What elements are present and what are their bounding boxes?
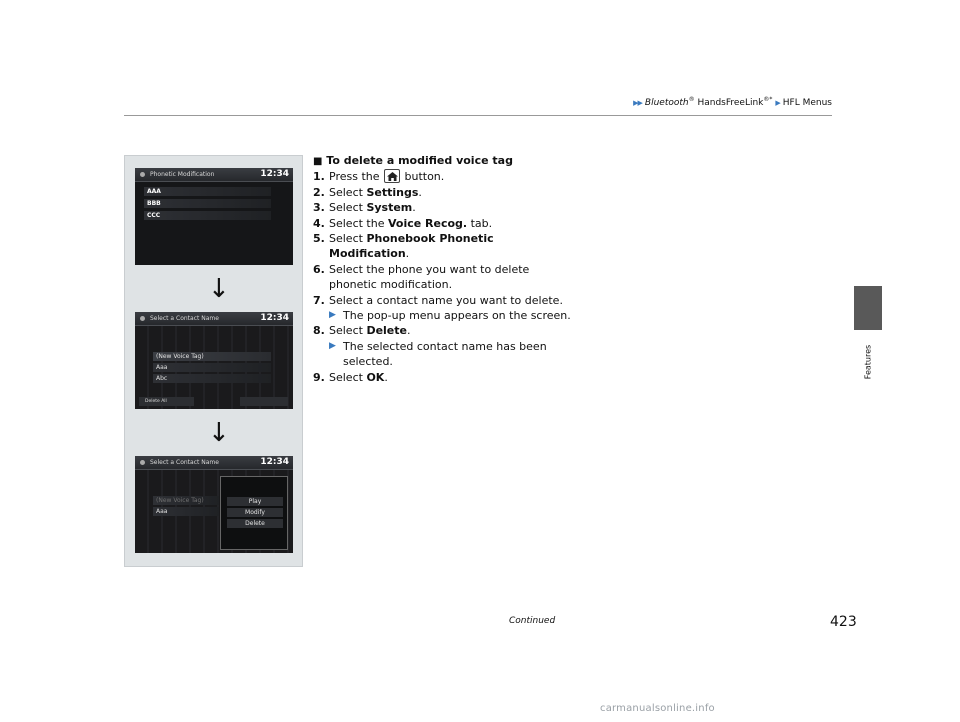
- heading-square-icon: ■: [313, 156, 323, 167]
- step-text: Select: [329, 201, 367, 215]
- section-tab-label: Features: [863, 344, 873, 380]
- step-text: button.: [401, 170, 445, 184]
- popup-delete-button[interactable]: Delete: [227, 519, 283, 528]
- continued-label: Continued: [509, 616, 556, 626]
- screen-clock: 12:34: [260, 457, 289, 467]
- screen-phonetic-modification: [135, 168, 293, 265]
- back-icon: [140, 172, 145, 177]
- breadcrumb-arrows: ▶▶: [633, 99, 642, 107]
- popup-modify-button[interactable]: Modify: [227, 508, 283, 517]
- site-watermark: carmanualsonline.info: [600, 703, 715, 714]
- screen-clock: 12:34: [260, 313, 289, 323]
- step-1: [313, 169, 593, 184]
- result-arrow-icon: ▶: [329, 310, 336, 321]
- heading-text: To delete a modified voice tag: [326, 154, 513, 167]
- step-5: [313, 231, 513, 262]
- screen-select-contact: [135, 312, 293, 409]
- breadcrumb-bluetooth: Bluetooth: [644, 98, 689, 108]
- step-text: Select the: [329, 216, 388, 230]
- step-number: 2.: [313, 185, 325, 199]
- step-text: Press the: [329, 170, 383, 184]
- step-emphasis: Settings: [366, 185, 419, 199]
- breadcrumb-reg: ®: [688, 96, 695, 103]
- step-number: 9.: [313, 370, 325, 384]
- breadcrumb-star: ®*: [763, 96, 773, 103]
- step-text: .: [405, 247, 410, 261]
- breadcrumb-hfl-menus: HFL Menus: [782, 98, 832, 108]
- list-item[interactable]: AAA: [144, 187, 271, 196]
- step-number: 3.: [313, 201, 325, 215]
- result-text: The selected contact name has been selected.: [343, 339, 547, 369]
- step-number: 5.: [313, 232, 325, 246]
- list-item[interactable]: Aaa: [153, 507, 219, 516]
- step-text: .: [384, 370, 388, 384]
- step-number: 8.: [313, 324, 325, 338]
- step-text: Select: [329, 370, 367, 384]
- footer-button-blank[interactable]: [240, 397, 288, 406]
- step-text: .: [418, 185, 422, 199]
- step-emphasis: OK: [366, 370, 385, 384]
- step-emphasis: System: [366, 201, 413, 215]
- screen-header: [135, 168, 293, 182]
- step-3: [313, 200, 593, 215]
- down-arrow-icon: ↓: [208, 418, 230, 448]
- step-text: .: [412, 201, 416, 215]
- step-4: [313, 216, 593, 231]
- page-number: 423: [830, 614, 857, 630]
- list-item[interactable]: CCC: [144, 211, 271, 220]
- step-7-result: [313, 308, 593, 323]
- step-text: tab.: [467, 216, 493, 230]
- home-button-icon: [384, 169, 400, 183]
- step-8: [313, 323, 593, 338]
- screen-title: Select a Contact Name: [150, 315, 219, 322]
- down-arrow-icon: ↓: [208, 274, 230, 304]
- step-text: Select the phone you want to delete phonetic modification.: [329, 262, 530, 292]
- list-item[interactable]: BBB: [144, 199, 271, 208]
- step-text: .: [406, 324, 411, 338]
- popup-menu: [220, 476, 288, 550]
- popup-play-button[interactable]: Play: [227, 497, 283, 506]
- step-emphasis: Delete: [366, 324, 407, 338]
- back-icon: [140, 460, 145, 465]
- list-item[interactable]: (New Voice Tag): [153, 352, 271, 361]
- step-number: 7.: [313, 293, 325, 307]
- result-text: The pop-up menu appears on the screen.: [343, 309, 571, 323]
- step-text: Select: [329, 232, 367, 246]
- screen-title: Select a Contact Name: [150, 459, 219, 466]
- section-heading: [313, 153, 593, 169]
- step-text: Select a contact name you want to delete.: [329, 293, 563, 307]
- screen-select-contact-popup: [135, 456, 293, 553]
- instruction-steps: [313, 153, 593, 385]
- step-2: [313, 185, 593, 200]
- step-number: 6.: [313, 262, 325, 276]
- screen-title: Phonetic Modification: [150, 171, 215, 178]
- back-icon: [140, 316, 145, 321]
- list-item[interactable]: Aaa: [153, 363, 271, 372]
- step-9: [313, 370, 593, 385]
- step-8-result: [313, 339, 553, 370]
- header-rule: [124, 115, 832, 116]
- breadcrumb-sep-arrow: ▶: [775, 99, 780, 107]
- step-text: Select: [329, 185, 367, 199]
- step-7: [313, 293, 593, 308]
- step-emphasis: Voice Recog.: [387, 216, 468, 230]
- screen-header: [135, 456, 293, 470]
- delete-all-button[interactable]: Delete All: [139, 397, 194, 406]
- breadcrumb-hfl: HandsFreeLink: [694, 98, 764, 108]
- list-item[interactable]: (New Voice Tag): [153, 496, 219, 505]
- section-tab-marker: [854, 286, 882, 330]
- screen-clock: 12:34: [260, 169, 289, 179]
- screen-header: [135, 312, 293, 326]
- result-arrow-icon: ▶: [329, 340, 336, 351]
- step-number: 4.: [313, 216, 325, 230]
- step-emphasis: Phonebook Phonetic Modification: [329, 232, 494, 261]
- step-text: Select: [329, 324, 367, 338]
- list-item[interactable]: Abc: [153, 374, 271, 383]
- breadcrumb: [633, 96, 832, 108]
- step-number: 1.: [313, 170, 325, 184]
- step-6: [313, 262, 538, 293]
- illustration-panel: [124, 155, 303, 567]
